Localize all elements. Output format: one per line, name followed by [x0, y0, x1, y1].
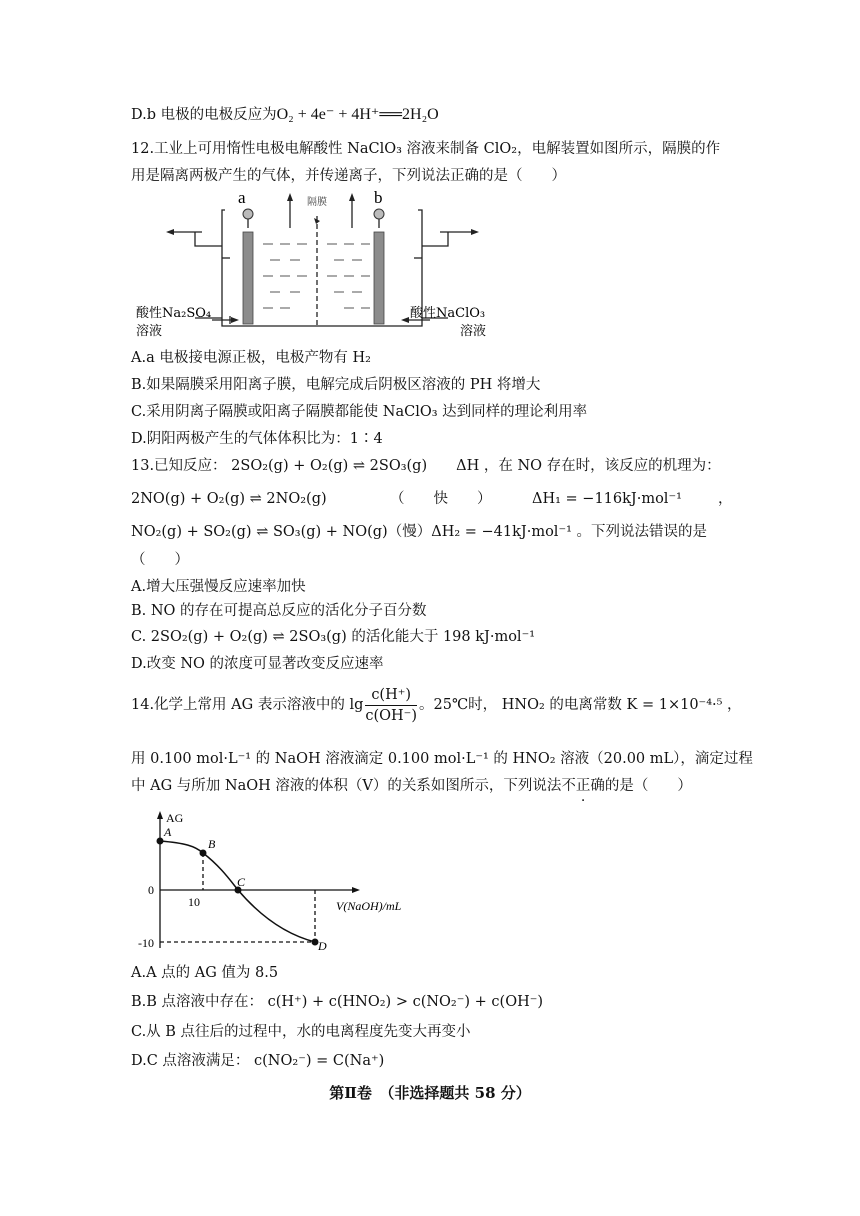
emphasis-not-correct: 不正确: [561, 778, 605, 794]
q14-option-b: B.B 点溶液中存在： c(H⁺) + c(HNO₂) > c(NO₂⁻) + c(OH⁻): [131, 994, 544, 1010]
y-tick-neg10: -10: [138, 936, 154, 950]
origin-label: 0: [148, 883, 154, 897]
q13-option-c: C. 2SO₂(g) + O₂(g) ⇌ 2SO₃(g) 的活化能大于 198 kJ·mol⁻¹: [131, 629, 536, 645]
x-axis-label: V(NaOH)/mL: [336, 899, 402, 913]
point-b: [200, 850, 207, 857]
q12-option-c: C.采用阴离子隔膜或阳离子隔膜都能使 NaClO₃ 达到同样的理论利用率: [131, 404, 588, 420]
q13-dh1: ΔH₁ = −116kJ·mol⁻¹: [532, 491, 682, 507]
q13-stem-line4: （ ）: [131, 552, 189, 568]
q13-comma: ，: [718, 491, 733, 507]
point-b-label: B: [208, 837, 216, 851]
section-title: 第Ⅱ卷 （非选择题共 58 分）: [329, 1084, 531, 1102]
q14-stem-line1: 14.化学上常用 AG 表示溶液中的 lg $\frac{c(H^+)}{c(OH^-)}$ 。25℃时， HNO₂ 的电离常数 K = 1×10⁻⁴·⁵ ，: [131, 686, 742, 724]
q12-stem-line2: 用是隔离两极产生的气体，并传递离子，下列说法正确的是（ ）: [131, 168, 566, 184]
ag-fraction: $\frac{c(H^+)}{c(OH^-)}$: [365, 686, 417, 724]
q14-option-c: C.从 B 点往后的过程中，水的电离程度先变大再变小: [131, 1024, 471, 1040]
point-a: [157, 838, 164, 845]
ag-titration-graph: [130, 808, 430, 958]
q13-option-a: A.增大压强慢反应速率加快: [131, 579, 306, 595]
x-tick-10: 10: [188, 895, 200, 909]
point-d-label: D: [318, 939, 327, 953]
q12-option-a: A.a 电极接电源正极，电极产物有 H₂: [131, 350, 371, 366]
electrode-a-label: a: [238, 188, 246, 207]
electrode-b-label: b: [374, 188, 383, 207]
point-c-label: C: [237, 875, 246, 889]
right-solution-label: 酸性NaClO₃: [410, 306, 486, 321]
point-a-label: A: [164, 825, 172, 839]
electrolysis-cell-diagram: [130, 188, 510, 343]
membrane-label: 隔膜: [307, 197, 327, 208]
q14-stem-line3: 中 AG 与所加 NaOH 溶液的体积（V）的关系如图所示，下列说法不正确的是（ ）: [131, 778, 692, 794]
q12-option-b: B.如果隔膜采用阳离子膜，电解完成后阴极区溶液的 PH 将增大: [131, 377, 541, 393]
q13-option-d: D.改变 NO 的浓度可显著改变反应速率: [131, 656, 384, 672]
q13-stem-line2: 2NO(g) + O₂(g) ⇌ 2NO₂(g): [131, 491, 327, 507]
left-solution-label: 酸性Na₂SO₄: [136, 306, 212, 321]
y-axis-label: AG: [166, 811, 184, 825]
q14-option-a: A.A 点的 AG 值为 8.5: [131, 965, 279, 981]
q13-stem-line3: NO₂(g) + SO₂(g) ⇌ SO₃(g) + NO(g)（慢）ΔH₂ = −41kJ·mol⁻¹ 。下列说法错误的是: [131, 524, 708, 540]
q13-fast-label: （ 快 ）: [390, 491, 492, 507]
q13-option-b: B. NO 的存在可提高总反应的活化分子百分数: [131, 603, 427, 619]
q12-option-d: D.阴阳两极产生的气体体积比为：1∶4: [131, 431, 383, 447]
q14-option-d: D.C 点溶液满足： c(NO₂⁻) = C(Na⁺): [131, 1053, 385, 1069]
right-solution-label-2: 溶液: [460, 324, 487, 339]
q11-option-d: D.b 电极的电极反应为O₂ + 4e⁻ + 4H⁺══2H₂O: [131, 106, 439, 123]
q12-stem-line1: 12.工业上可用惰性电极电解酸性 NaClO₃ 溶液来制备 ClO₂，电解装置如图所示，隔膜的作: [131, 141, 721, 157]
left-solution-label-2: 溶液: [136, 324, 163, 339]
q14-stem-line2: 用 0.100 mol·L⁻¹ 的 NaOH 溶液滴定 0.100 mol·L⁻¹ 的 HNO₂ 溶液（20.00 mL），滴定过程: [131, 751, 753, 767]
q13-stem-line1: 13.已知反应： 2SO₂(g) + O₂(g) ⇌ 2SO₃(g) ΔH ，在 NO 存在时，该反应的机理为：: [131, 458, 721, 474]
